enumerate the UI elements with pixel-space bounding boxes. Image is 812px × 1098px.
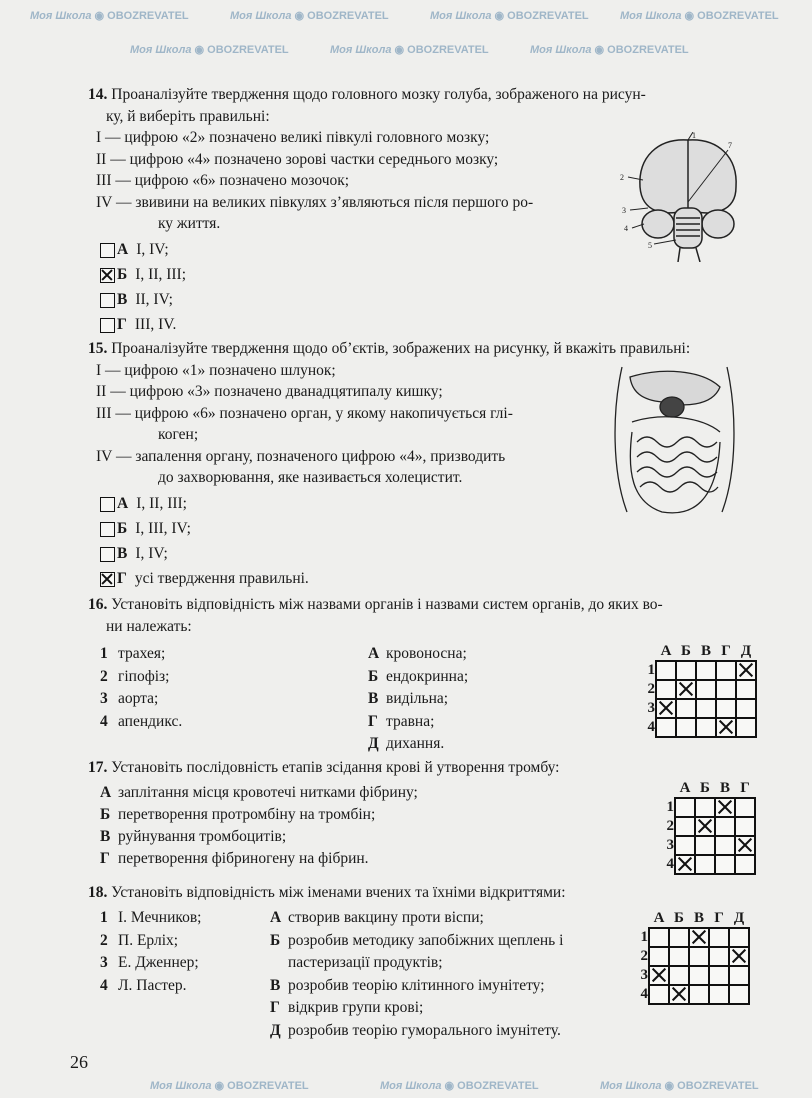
question-text: Проаналізуйте твердження щодо об’єктів, зображених на рисунку, й вкажіть правильні: bbox=[111, 340, 691, 357]
grid-cell[interactable] bbox=[729, 928, 749, 947]
list-item bbox=[100, 975, 202, 998]
grid-row-header: 2 bbox=[640, 948, 648, 964]
item-text: розробив методику запобіжних щеплень і bbox=[288, 931, 564, 949]
list-item bbox=[368, 666, 468, 689]
watermark: Моя Школа ◉ OBOZREVATEL bbox=[150, 1080, 309, 1092]
answer-option-3[interactable] bbox=[88, 288, 646, 313]
grid-column-header: В bbox=[719, 779, 730, 796]
grid-cell[interactable] bbox=[676, 699, 696, 718]
item-label: 4 bbox=[100, 712, 108, 730]
grid-cell[interactable] bbox=[656, 680, 676, 699]
grid-cell[interactable] bbox=[729, 966, 749, 985]
grid-cell[interactable] bbox=[689, 947, 709, 966]
statement-4: IV — запалення органу, позначеного цифрою «4», призводить bbox=[96, 447, 506, 465]
statement-1: I — цифрою «1» позначено шлунок; bbox=[96, 361, 336, 379]
list-item bbox=[368, 711, 468, 734]
grid-cell[interactable] bbox=[696, 680, 716, 699]
list-item bbox=[368, 733, 468, 756]
option-text: I, III, IV; bbox=[135, 520, 191, 537]
answer-option-3[interactable] bbox=[88, 542, 690, 567]
item-text: розробив теорію гуморального імунітету. bbox=[288, 1021, 561, 1039]
grid-cell[interactable] bbox=[689, 985, 709, 1004]
question-18 bbox=[88, 882, 566, 904]
list-item bbox=[100, 804, 418, 826]
list-item bbox=[270, 975, 563, 998]
grid-row-header: 2 bbox=[647, 681, 655, 697]
grid-cell[interactable] bbox=[736, 699, 756, 718]
checkbox-icon[interactable] bbox=[100, 497, 115, 512]
grid-cell[interactable] bbox=[696, 718, 716, 737]
question-text-cont: ку, й виберіть правильні: bbox=[106, 107, 270, 125]
grid-cell[interactable] bbox=[689, 966, 709, 985]
option-letter: Б bbox=[117, 266, 128, 283]
grid-column-header: В bbox=[700, 642, 711, 659]
item-text: пастеризації продуктів; bbox=[288, 954, 443, 971]
answer-option-1[interactable] bbox=[88, 238, 646, 263]
grid-row-header: 1 bbox=[640, 929, 648, 945]
grid-cell-marked[interactable] bbox=[689, 928, 709, 947]
grid-cell[interactable] bbox=[735, 798, 755, 817]
item-text: дихання. bbox=[386, 735, 445, 752]
item-label: Г bbox=[368, 712, 378, 730]
item-label: 2 bbox=[100, 931, 108, 949]
watermark: Моя Школа ◉ OBOZREVATEL bbox=[530, 44, 689, 56]
grid-cell[interactable] bbox=[649, 928, 669, 947]
watermark: Моя Школа ◉ OBOZREVATEL bbox=[130, 44, 289, 56]
option-text: I, IV; bbox=[135, 545, 168, 562]
watermark: Моя Школа ◉ OBOZREVATEL bbox=[230, 10, 389, 22]
item-label: В bbox=[368, 690, 379, 707]
grid-cell[interactable] bbox=[675, 817, 695, 836]
item-label: А bbox=[100, 784, 112, 801]
figure-label: 5 bbox=[648, 241, 652, 250]
answer-option-2[interactable] bbox=[88, 517, 690, 542]
item-label: 4 bbox=[100, 976, 108, 994]
item-text: трахея; bbox=[118, 645, 166, 662]
list-item bbox=[100, 907, 202, 930]
item-text: аорта; bbox=[118, 690, 159, 707]
item-label: В bbox=[100, 828, 111, 845]
figure-label: 2 bbox=[620, 173, 624, 182]
grid-cell[interactable] bbox=[696, 699, 716, 718]
grid-column-header: А bbox=[660, 642, 672, 659]
grid-cell[interactable] bbox=[695, 836, 715, 855]
item-text: Е. Дженнер; bbox=[118, 954, 199, 971]
grid-cell[interactable] bbox=[736, 718, 756, 737]
item-label: А bbox=[368, 645, 380, 662]
grid-cell[interactable] bbox=[709, 928, 729, 947]
item-text: перетворення фібриногену на фібрин. bbox=[118, 850, 369, 867]
grid-cell[interactable] bbox=[716, 680, 736, 699]
grid-cell[interactable] bbox=[656, 718, 676, 737]
item-text: заплітання місця кровотечі нитками фібрину; bbox=[118, 784, 418, 801]
list-item bbox=[100, 826, 418, 848]
checkbox-icon[interactable] bbox=[100, 243, 115, 258]
grid-cell-marked[interactable] bbox=[695, 817, 715, 836]
grid-cell[interactable] bbox=[709, 947, 729, 966]
grid-cell[interactable] bbox=[675, 836, 695, 855]
item-label: 2 bbox=[100, 667, 108, 685]
option-letter: В bbox=[117, 291, 128, 308]
statement-4-cont: до захворювання, яке називається холецистит. bbox=[158, 469, 463, 486]
grid-cell[interactable] bbox=[669, 966, 689, 985]
grid-row-header: 1 bbox=[666, 799, 674, 815]
question-14 bbox=[88, 84, 646, 338]
grid-cell[interactable] bbox=[709, 985, 729, 1004]
figure-label: 3 bbox=[622, 206, 626, 215]
grid-cell[interactable] bbox=[675, 798, 695, 817]
grid-column-header: Б bbox=[700, 779, 710, 796]
grid-cell-marked[interactable] bbox=[675, 855, 695, 874]
option-letter: А bbox=[117, 495, 129, 512]
list-item bbox=[100, 848, 418, 870]
grid-cell-marked[interactable] bbox=[736, 661, 756, 680]
list-item bbox=[100, 930, 202, 953]
item-text: Л. Пастер. bbox=[118, 976, 187, 994]
grid-cell-marked[interactable] bbox=[649, 966, 669, 985]
statement-4: IV — звивини на великих півкулях з’являються після першого ро- bbox=[96, 193, 534, 211]
item-text: ендокринна; bbox=[386, 667, 469, 685]
question-number: 18. bbox=[88, 884, 108, 901]
item-label: Д bbox=[270, 1021, 281, 1039]
item-label: Г bbox=[270, 999, 280, 1016]
grid-column-header: Б bbox=[681, 642, 691, 659]
figure-label: 1 bbox=[692, 132, 696, 140]
watermark: Моя Школа ◉ OBOZREVATEL bbox=[620, 10, 779, 22]
question-text-cont: ни належать: bbox=[106, 617, 192, 635]
item-label bbox=[270, 952, 288, 975]
answer-option-4[interactable] bbox=[88, 567, 690, 592]
question-text: Проаналізуйте твердження щодо головного мозку голуба, зображеного на рисун- bbox=[111, 86, 646, 103]
pigeon-brain-figure bbox=[618, 132, 748, 262]
item-label: А bbox=[270, 909, 282, 926]
abdominal-organs-figure bbox=[602, 362, 747, 522]
question-text: Установіть послідовність етапів зсідання крові й утворення тромбу: bbox=[111, 759, 560, 776]
grid-row-header: 3 bbox=[647, 700, 655, 716]
option-letter: Б bbox=[117, 520, 128, 537]
option-letter: Г bbox=[117, 316, 127, 333]
question-number: 14. bbox=[88, 86, 108, 103]
grid-column-header: Б bbox=[674, 909, 684, 926]
question-text: Установіть відповідність між назвами органів і назвами систем органів, до яких во- bbox=[111, 596, 663, 613]
checked-box-icon[interactable] bbox=[100, 572, 115, 587]
item-label: Д bbox=[368, 735, 379, 752]
watermark: Моя Школа ◉ OBOZREVATEL bbox=[330, 44, 489, 56]
option-text: усі твердження правильні. bbox=[134, 570, 309, 587]
item-label: Б bbox=[368, 667, 379, 685]
grid-cell-marked[interactable] bbox=[716, 718, 736, 737]
answer-option-1[interactable] bbox=[88, 492, 690, 517]
grid-cell[interactable] bbox=[695, 798, 715, 817]
grid-column-header: Г bbox=[714, 909, 724, 926]
item-text: гіпофіз; bbox=[118, 667, 170, 685]
item-text: П. Ерліх; bbox=[118, 931, 179, 949]
list-item bbox=[270, 997, 563, 1020]
grid-column-header: А bbox=[653, 909, 665, 926]
checkbox-icon[interactable] bbox=[100, 293, 115, 308]
grid-row-header: 4 bbox=[647, 719, 655, 735]
list-item bbox=[100, 643, 182, 666]
list-item bbox=[100, 711, 182, 734]
item-text: видільна; bbox=[386, 690, 449, 707]
page-number: 26 bbox=[70, 1052, 88, 1072]
item-label: Г bbox=[100, 850, 110, 867]
grid-cell[interactable] bbox=[715, 817, 735, 836]
option-text: I, II, III; bbox=[136, 495, 187, 512]
figure-label: 4 bbox=[624, 224, 628, 233]
grid-cell-marked[interactable] bbox=[729, 947, 749, 966]
option-text: I, IV; bbox=[136, 241, 169, 258]
grid-column-header: В bbox=[693, 909, 704, 926]
watermark: Моя Школа ◉ OBOZREVATEL bbox=[380, 1080, 539, 1092]
option-letter: Г bbox=[117, 570, 127, 587]
checkbox-icon[interactable] bbox=[100, 318, 115, 333]
watermark: Моя Школа ◉ OBOZREVATEL bbox=[430, 10, 589, 22]
grid-cell[interactable] bbox=[649, 985, 669, 1004]
item-text: розробив теорію клітинного імунітету; bbox=[288, 976, 545, 994]
list-item bbox=[100, 666, 182, 689]
watermark: Моя Школа ◉ OBOZREVATEL bbox=[600, 1080, 759, 1092]
answer-option-4[interactable] bbox=[88, 313, 646, 338]
checkbox-icon[interactable] bbox=[100, 547, 115, 562]
grid-cell[interactable] bbox=[715, 855, 735, 874]
item-label: Б bbox=[270, 931, 281, 949]
question-text: Установіть відповідність між іменами вчених та їхніми відкриттями: bbox=[111, 884, 566, 901]
option-letter: В bbox=[117, 545, 128, 562]
question-number: 17. bbox=[88, 759, 108, 776]
grid-column-header: Д bbox=[740, 642, 752, 659]
list-item bbox=[100, 688, 182, 711]
item-text: травна; bbox=[386, 712, 435, 730]
grid-cell-marked[interactable] bbox=[715, 798, 735, 817]
item-text: створив вакцину проти віспи; bbox=[288, 909, 484, 926]
checkbox-icon[interactable] bbox=[100, 522, 115, 537]
grid-cell[interactable] bbox=[669, 928, 689, 947]
item-label: 3 bbox=[100, 690, 108, 707]
grid-row-header: 3 bbox=[666, 837, 674, 853]
grid-cell[interactable] bbox=[676, 718, 696, 737]
question-16 bbox=[88, 594, 663, 637]
statement-4-cont: ку життя. bbox=[158, 215, 221, 232]
answer-option-2[interactable] bbox=[88, 263, 646, 288]
checked-box-icon[interactable] bbox=[100, 268, 115, 283]
statement-3: III — цифрою «6» позначено мозочок; bbox=[96, 172, 350, 189]
grid-cell-marked[interactable] bbox=[669, 985, 689, 1004]
list-item bbox=[270, 907, 563, 930]
list-item bbox=[368, 643, 468, 666]
answer-grid-16 bbox=[645, 642, 757, 738]
grid-cell[interactable] bbox=[649, 947, 669, 966]
question-number: 15. bbox=[88, 340, 108, 357]
question-17 bbox=[88, 757, 560, 779]
grid-cell-marked[interactable] bbox=[735, 836, 755, 855]
list-item bbox=[100, 782, 418, 804]
option-text: II, IV; bbox=[135, 291, 173, 308]
item-label: В bbox=[270, 976, 281, 994]
list-item bbox=[100, 952, 202, 975]
statement-2: II — цифрою «4» позначено зорові частки середнього мозку; bbox=[96, 150, 499, 168]
watermark: Моя Школа ◉ OBOZREVATEL bbox=[30, 10, 189, 22]
item-text: відкрив групи крові; bbox=[288, 999, 424, 1016]
item-text: руйнування тромбоцитів; bbox=[118, 828, 287, 845]
list-item bbox=[270, 952, 563, 975]
item-label: 1 bbox=[100, 909, 108, 926]
item-label: 3 bbox=[100, 954, 108, 971]
option-text: III, IV. bbox=[134, 316, 177, 333]
item-text: І. Мечников; bbox=[118, 909, 202, 926]
grid-cell[interactable] bbox=[669, 947, 689, 966]
figure-label: 7 bbox=[728, 141, 732, 150]
list-item bbox=[368, 688, 468, 711]
grid-column-header: Г bbox=[740, 779, 750, 796]
question-number: 16. bbox=[88, 596, 108, 613]
grid-row-header: 4 bbox=[666, 856, 674, 872]
option-text: I, II, III; bbox=[135, 266, 187, 283]
answer-grid-18 bbox=[638, 909, 750, 1005]
grid-column-header: Д bbox=[733, 909, 745, 926]
grid-cell[interactable] bbox=[656, 661, 676, 680]
grid-cell[interactable] bbox=[729, 985, 749, 1004]
question-15 bbox=[88, 338, 690, 592]
statement-1: I — цифрою «2» позначено великі півкулі головного мозку; bbox=[96, 129, 490, 146]
item-text: перетворення протромбіну на тромбін; bbox=[118, 806, 376, 823]
list-item bbox=[270, 930, 563, 953]
list-item bbox=[270, 1020, 563, 1043]
grid-row-header: 4 bbox=[640, 986, 648, 1002]
grid-column-header: А bbox=[679, 779, 691, 796]
item-label: Б bbox=[100, 806, 111, 823]
grid-cell[interactable] bbox=[716, 661, 736, 680]
grid-cell[interactable] bbox=[715, 836, 735, 855]
item-text: кровоносна; bbox=[386, 645, 467, 662]
grid-cell[interactable] bbox=[736, 680, 756, 699]
item-label: 1 bbox=[100, 645, 108, 662]
grid-row-header: 1 bbox=[647, 662, 655, 678]
grid-column-header: Г bbox=[721, 642, 731, 659]
grid-cell-marked[interactable] bbox=[656, 699, 676, 718]
grid-cell[interactable] bbox=[676, 661, 696, 680]
grid-cell[interactable] bbox=[716, 699, 736, 718]
grid-row-header: 2 bbox=[666, 818, 674, 834]
grid-cell[interactable] bbox=[695, 855, 715, 874]
grid-cell[interactable] bbox=[735, 855, 755, 874]
grid-cell[interactable] bbox=[735, 817, 755, 836]
statement-3-cont: коген; bbox=[158, 426, 199, 443]
option-letter: А bbox=[117, 241, 129, 258]
grid-cell-marked[interactable] bbox=[676, 680, 696, 699]
statement-2: II — цифрою «3» позначено дванадцятипалу кишку; bbox=[96, 383, 443, 400]
statement-3: III — цифрою «6» позначено орган, у якому накопичується глі- bbox=[96, 404, 513, 422]
item-text: апендикс. bbox=[118, 712, 183, 730]
grid-cell[interactable] bbox=[696, 661, 716, 680]
grid-row-header: 3 bbox=[640, 967, 648, 983]
answer-grid-17 bbox=[664, 779, 756, 875]
grid-cell[interactable] bbox=[709, 966, 729, 985]
